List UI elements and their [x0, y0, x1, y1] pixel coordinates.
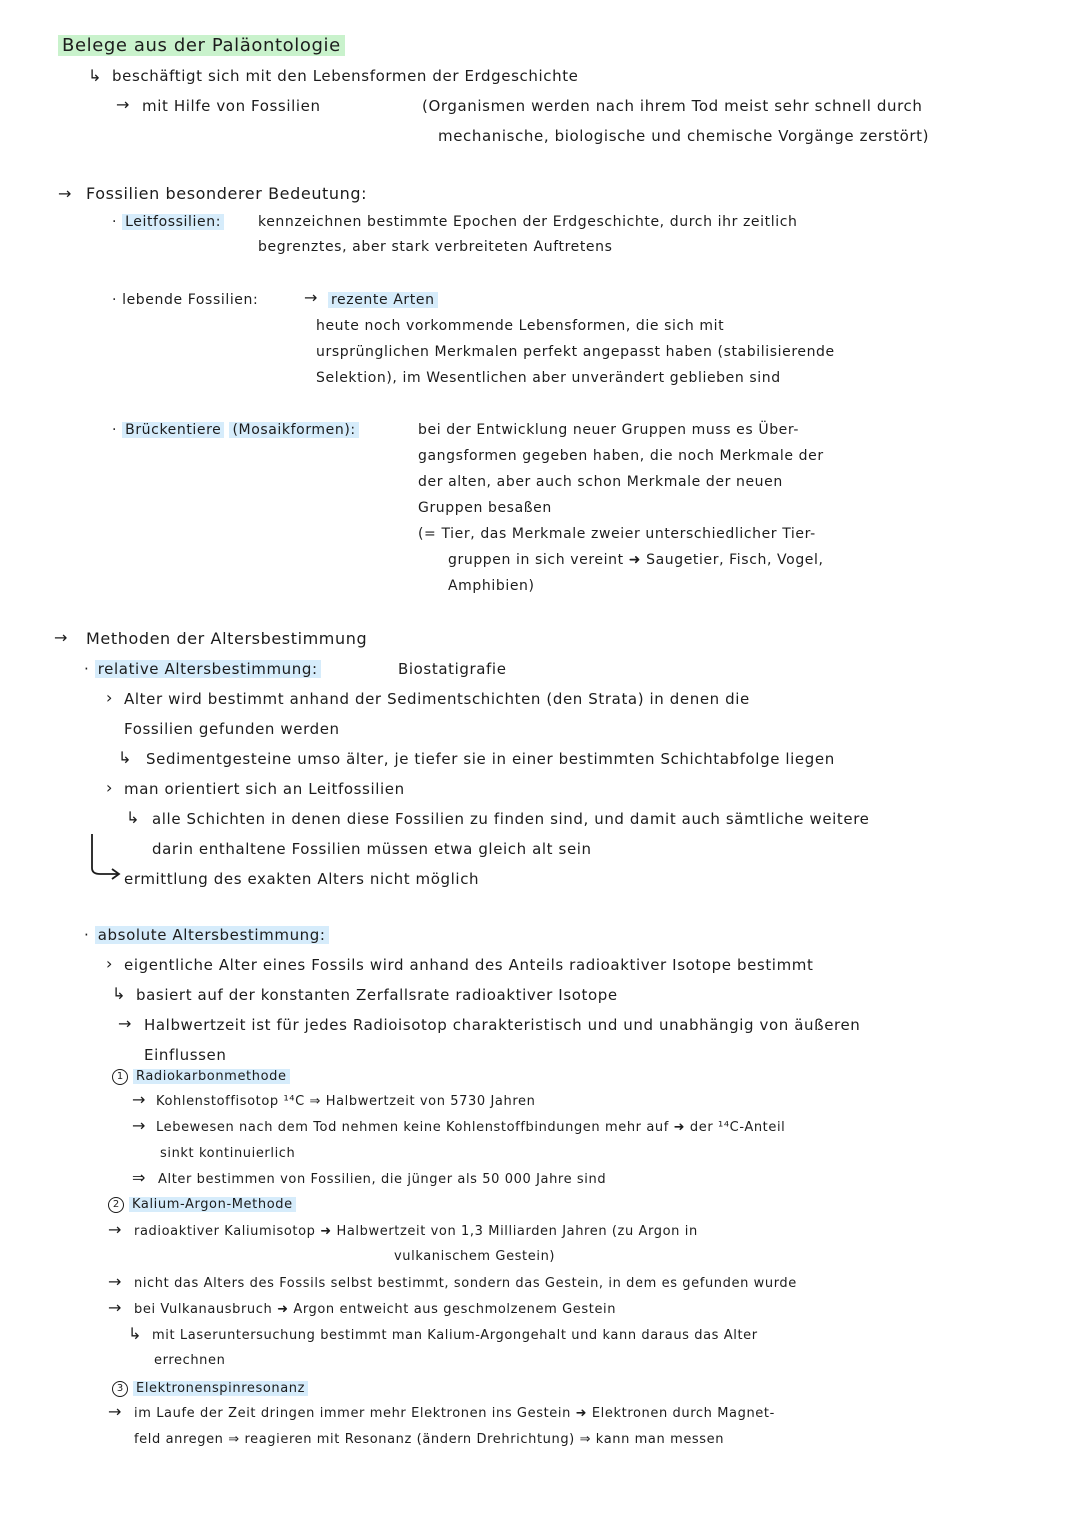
double-arrow-icon: ⇒ — [132, 1168, 147, 1187]
caret-icon: › — [106, 954, 113, 973]
synonym-rezente-arten: rezente Arten — [328, 290, 438, 310]
arrow-icon: → — [304, 288, 319, 307]
hook-arrow-icon: ↳ — [88, 66, 103, 85]
definition-line: ursprünglichen Merkmalen perfekt angepasst haben (stabilisierende — [316, 344, 835, 360]
content-line: Halbwertzeit ist für jedes Radioisotop charakteristisch und und unabhängig von äußeren — [144, 1016, 861, 1034]
content-line: sinkt kontinuierlich — [160, 1146, 296, 1161]
content-line: im Laufe der Zeit dringen immer mehr Elektronen ins Gestein ➜ Elektronen durch Magnet- — [134, 1406, 775, 1421]
arrow-icon: → — [58, 184, 73, 203]
content-line: alle Schichten in denen diese Fossilien zu finden sind, und damit auch sämtliche weitere — [152, 810, 870, 828]
caret-icon: › — [106, 778, 113, 797]
definition-line: heute noch vorkommende Lebensformen, die sich mit — [316, 318, 725, 334]
definition-line: begrenztes, aber stark verbreiteten Auftretens — [258, 239, 613, 255]
definition-line: Selektion), im Wesentlichen aber unverändert geblieben sind — [316, 370, 781, 386]
definition-line: (= Tier, das Merkmale zweier unterschiedlicher Tier- — [418, 526, 816, 542]
caret-icon: › — [106, 688, 113, 707]
content-line: eigentliche Alter eines Fossils wird anhand des Anteils radioaktiver Isotope bestimmt — [124, 956, 814, 974]
definition-line: bei der Entwicklung neuer Gruppen muss es Über- — [418, 422, 800, 438]
section-heading-methods: Methoden der Altersbestimmung — [86, 629, 368, 648]
definition-line: Amphibien) — [448, 578, 535, 594]
arrow-icon: → — [108, 1220, 123, 1239]
hook-arrow-icon: ↳ — [126, 808, 141, 827]
number-badge: 2 — [108, 1197, 124, 1213]
method-title-kalium-argon: 2 Kalium-Argon-Methode — [108, 1195, 296, 1215]
arrow-icon: → — [132, 1116, 147, 1135]
intro-line: beschäftigt sich mit den Lebensformen der Erdgeschichte — [112, 67, 579, 85]
term-lebende-fossilien: · lebende Fossilien: — [112, 292, 259, 308]
definition-line: gangsformen gegeben haben, die noch Merkmale der — [418, 448, 824, 464]
content-line: bei Vulkanausbruch ➜ Argon entweicht aus geschmolzenem Gestein — [134, 1302, 617, 1317]
term-leitfossilien: · Leitfossilien: — [112, 212, 224, 232]
method-name: Biostatigrafie — [398, 660, 507, 678]
intro-line: (Organismen werden nach ihrem Tod meist sehr schnell durch — [422, 97, 923, 115]
content-line: man orientiert sich an Leitfossilien — [124, 780, 405, 798]
page-title: Belege aus der Paläontologie — [58, 36, 345, 56]
intro-line: mechanische, biologische und chemische Vorgänge zerstört) — [438, 127, 930, 145]
definition-line: kennzeichnen bestimmte Epochen der Erdgeschichte, durch ihr zeitlich — [258, 214, 798, 230]
arrow-icon: → — [108, 1272, 123, 1291]
term-absolute: · absolute Altersbestimmung: — [84, 925, 329, 945]
hook-arrow-icon: ↳ — [128, 1324, 143, 1343]
arrow-icon: → — [116, 95, 131, 114]
content-line: vulkanischem Gestein) — [394, 1249, 556, 1264]
content-line: darin enthaltene Fossilien müssen etwa gleich alt sein — [152, 840, 592, 858]
content-line: Einflussen — [144, 1046, 227, 1064]
content-line: feld anregen ⇒ reagieren mit Resonanz (ändern Drehrichtung) ⇒ kann man messen — [134, 1432, 725, 1447]
content-line: Alter bestimmen von Fossilien, die jünger als 50 000 Jahre sind — [158, 1172, 607, 1187]
content-line: radioaktiver Kaliumisotop ➜ Halbwertzeit von 1,3 Milliarden Jahren (zu Argon in — [134, 1224, 698, 1239]
content-line: Sedimentgesteine umso älter, je tiefer sie in einer bestimmten Schichtabfolge liegen — [146, 750, 835, 768]
definition-line: Gruppen besaßen — [418, 500, 552, 516]
arrow-icon: → — [108, 1402, 123, 1421]
definition-line: der alten, aber auch schon Merkmale der neuen — [418, 474, 783, 490]
hook-arrow-icon: ↳ — [118, 748, 133, 767]
arrow-icon: → — [118, 1014, 133, 1033]
content-line: Fossilien gefunden werden — [124, 720, 340, 738]
content-line: errechnen — [154, 1353, 226, 1368]
content-line: Alter wird bestimmt anhand der Sedimentschichten (den Strata) in denen die — [124, 690, 750, 708]
arrow-icon: → — [54, 628, 69, 647]
definition-line: gruppen in sich vereint ➜ Saugetier, Fisch, Vogel, — [448, 552, 824, 568]
term-brueckentiere: · Brückentiere (Mosaikformen): — [112, 420, 359, 440]
section-heading-fossils: Fossilien besonderer Bedeutung: — [86, 184, 368, 203]
number-badge: 3 — [112, 1381, 128, 1397]
term-relative: · relative Altersbestimmung: — [84, 659, 321, 679]
content-line: mit Laseruntersuchung bestimmt man Kalium-Argongehalt und kann daraus das Alter — [152, 1328, 758, 1343]
content-line: nicht das Alters des Fossils selbst bestimmt, sondern das Gestein, in dem es gefunden wurde — [134, 1276, 797, 1291]
arrow-icon: → — [108, 1298, 123, 1317]
hook-arrow-icon: ↳ — [112, 984, 127, 1003]
content-line: Lebewesen nach dem Tod nehmen keine Kohlenstoffbindungen mehr auf ➜ der ¹⁴C-Anteil — [156, 1120, 786, 1135]
number-badge: 1 — [112, 1069, 128, 1085]
intro-line: mit Hilfe von Fossilien — [142, 97, 321, 115]
method-title-radiokarbon: 1 Radiokarbonmethode — [112, 1067, 290, 1087]
content-line: Kohlenstoffisotop ¹⁴C ⇒ Halbwertzeit von 5730 Jahren — [156, 1094, 536, 1109]
bracket-arrow-icon — [88, 832, 124, 882]
content-line: ermittlung des exakten Alters nicht möglich — [124, 870, 480, 888]
method-title-esr: 3 Elektronenspinresonanz — [112, 1379, 308, 1399]
content-line: basiert auf der konstanten Zerfallsrate radioaktiver Isotope — [136, 986, 618, 1004]
arrow-icon: → — [132, 1090, 147, 1109]
